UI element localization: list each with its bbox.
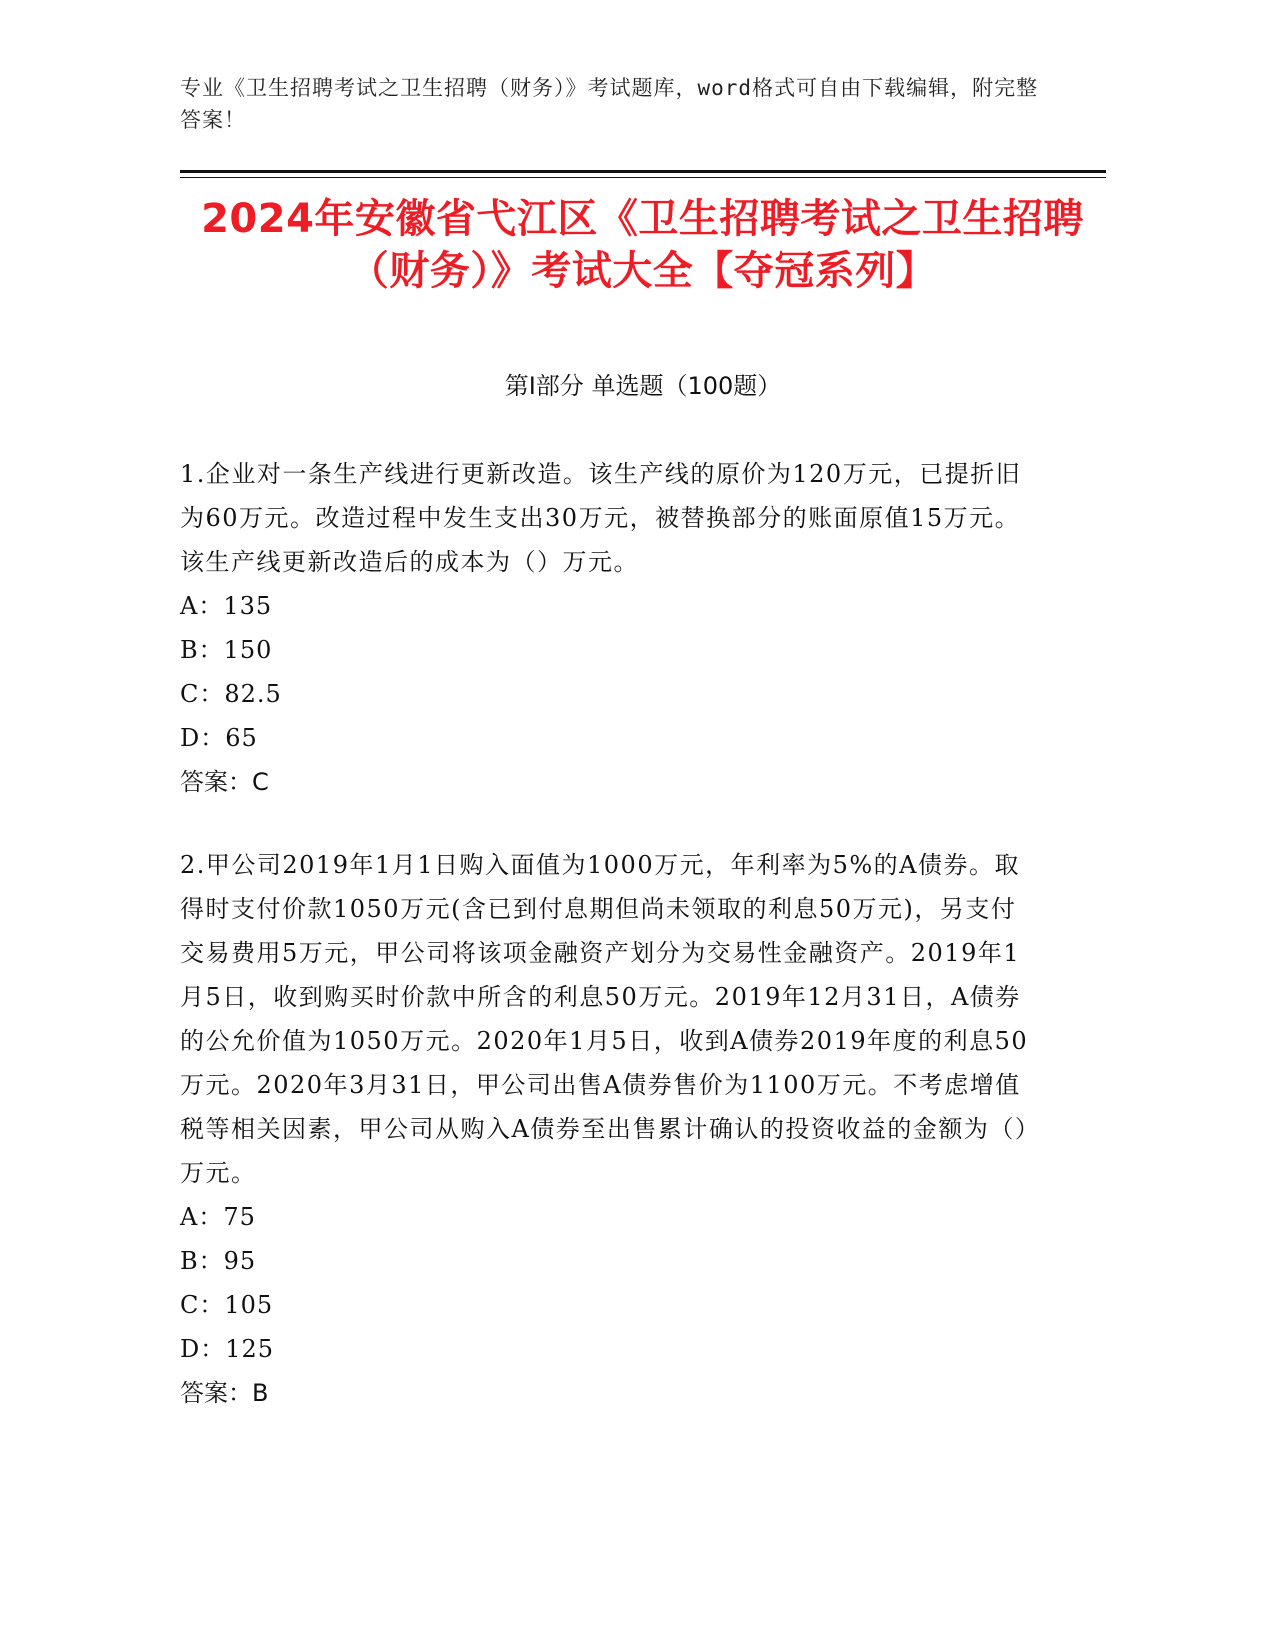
question-2 — [180, 843, 1040, 1415]
option-a: A：135 — [180, 592, 273, 620]
question-stem: 2.甲公司2019年1月1日购入面值为1000万元，年利率为5%的A债券。取得时支付价款1050万元(含已到付息期但尚未领取的利息50万元)，另支付交易费用5万元，甲公司将该项金融资产划分为交易性金融资产。2019年1月5日，收到购买时价款中所含的利息50万元。2019年12月31日，A债券的公允价值为1050万元。2020年1月5日，收到A债券2019年度的利息50万元。2020年3月31日，甲公司出售A债券售价为1100万元。不考虑增值税等相关因素，甲公司从购入A债券至出售累计确认的投资收益的金额为（）万元。 — [180, 851, 1029, 1187]
answer-key: 答案：B — [180, 1379, 269, 1407]
question-1 — [180, 452, 1040, 804]
option-b: B：150 — [180, 636, 273, 664]
option-d: D：65 — [180, 724, 258, 752]
question-stem: 1.企业对一条生产线进行更新改造。该生产线的原价为120万元，已提折旧为60万元。改造过程中发生支出30万元，被替换部分的账面原值15万元。该生产线更新改造后的成本为（）万元。 — [180, 460, 1022, 576]
option-d: D：125 — [180, 1335, 275, 1363]
document-title: 2024年安徽省弋江区《卫生招聘考试之卫生招聘（财务）》考试大全【夺冠系列】 — [201, 196, 1084, 294]
header-divider-thin — [180, 177, 1106, 178]
option-a: A：75 — [180, 1203, 256, 1231]
header-note: 专业《卫生招聘考试之卫生招聘（财务）》考试题库，word格式可自由下载编辑，附完整答案！ — [180, 76, 1039, 132]
section-title: 第Ⅰ部分 单选题（100题） — [504, 372, 782, 400]
option-c: C：82.5 — [180, 680, 282, 708]
option-b: B：95 — [180, 1247, 257, 1275]
option-c: C：105 — [180, 1291, 274, 1319]
answer-key: 答案：C — [180, 768, 269, 796]
header-divider-thick — [180, 170, 1106, 173]
